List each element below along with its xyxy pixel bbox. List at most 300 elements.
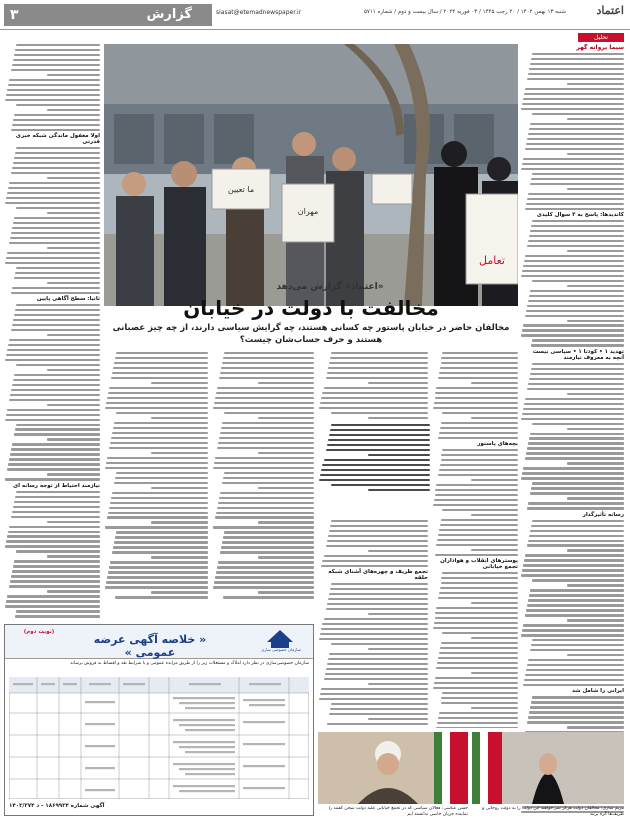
- text-line: [221, 546, 314, 548]
- text-line: [219, 437, 314, 439]
- text-line: [116, 472, 208, 474]
- text-line: [532, 53, 624, 55]
- text-line: [567, 428, 624, 430]
- text-line: [433, 407, 518, 409]
- text-line: [14, 501, 100, 503]
- column-text: [4, 304, 100, 481]
- text-line: [112, 432, 208, 434]
- text-line: [326, 668, 428, 670]
- text-line: [567, 619, 624, 621]
- text-line: [442, 449, 518, 451]
- text-line: [6, 540, 100, 542]
- text-line: [471, 637, 518, 639]
- text-line: [326, 377, 428, 379]
- ad-org-name: سازمان خصوصی سازی: [261, 647, 301, 652]
- text-line: [16, 550, 100, 552]
- text-line: [258, 452, 314, 454]
- text-line: [319, 698, 428, 700]
- text-line: [530, 433, 624, 435]
- text-line: [527, 604, 624, 606]
- text-line: [7, 192, 100, 194]
- text-line: [530, 530, 624, 532]
- text-line: [527, 544, 624, 546]
- text-line: [14, 560, 100, 562]
- text-line: [320, 402, 428, 404]
- text-line: [471, 602, 518, 604]
- text-line: [326, 545, 428, 547]
- text-line: [9, 79, 100, 81]
- text-line: [16, 424, 100, 426]
- text-line: [112, 551, 208, 553]
- protest-sign-text: ما تعیین: [227, 185, 255, 194]
- text-line: [434, 499, 518, 501]
- text-line: [324, 459, 430, 461]
- story-column: [318, 520, 428, 728]
- text-line: [442, 572, 518, 574]
- text-line: [524, 403, 624, 405]
- text-line: [14, 433, 100, 435]
- text-line: [12, 443, 100, 445]
- subheading: پوسترهای انقلاب و هواداران تجمع خیابانی: [440, 558, 518, 570]
- text-line: [8, 463, 100, 465]
- text-line: [114, 482, 208, 484]
- text-line: [15, 496, 100, 498]
- text-line: [218, 502, 314, 504]
- subheading: کاندیدها: پاسخ به ۳ سوال کلیدی: [536, 211, 624, 218]
- text-line: [113, 546, 208, 548]
- text-line: [12, 64, 100, 66]
- text-line: [331, 583, 428, 585]
- text-line: [319, 638, 428, 640]
- text-line: [111, 497, 208, 499]
- text-line: [329, 434, 430, 436]
- deck: مخالفان حاضر در خیابان پاستور چه کسانی هستند، چه گرایش سیاسی دارند، از چه چیز عصبانی هستند و حرف حساب‌شان چیست؟: [112, 323, 510, 345]
- text-line: [529, 594, 624, 596]
- text-line: [524, 679, 624, 681]
- protest-sign-text: تعامل: [479, 254, 505, 267]
- text-line: [433, 627, 518, 629]
- text-line: [217, 507, 314, 509]
- column-text: [212, 352, 314, 599]
- text-line: [441, 454, 518, 456]
- subheading: ایرانی را شامل شد: [571, 688, 624, 695]
- text-line: [531, 225, 624, 227]
- text-line: [329, 530, 428, 532]
- text-line: [6, 197, 100, 199]
- text-line: [521, 477, 624, 479]
- text-line: [567, 497, 624, 499]
- text-line: [215, 397, 314, 399]
- text-line: [527, 305, 624, 307]
- text-line: [9, 242, 100, 244]
- text-line: [258, 556, 314, 558]
- text-line: [471, 417, 518, 419]
- text-line: [528, 716, 624, 718]
- text-line: [436, 387, 518, 389]
- text-line: [116, 352, 208, 354]
- text-line: [213, 526, 314, 528]
- text-line: [523, 564, 624, 566]
- text-line: [151, 521, 208, 523]
- text-line: [12, 324, 100, 326]
- text-line: [435, 494, 518, 496]
- text-line: [223, 477, 314, 479]
- text-line: [115, 596, 208, 598]
- text-line: [47, 334, 100, 336]
- byline: سیما پروانه گهر: [576, 44, 624, 51]
- text-line: [15, 428, 100, 430]
- text-line: [115, 477, 208, 479]
- text-line: [567, 726, 624, 728]
- text-line: [434, 682, 518, 684]
- text-line: [108, 571, 208, 573]
- column-text: [520, 53, 624, 210]
- text-line: [532, 579, 624, 581]
- text-line: [327, 372, 428, 374]
- text-line: [220, 372, 314, 374]
- text-line: [435, 392, 518, 394]
- text-line: [47, 521, 100, 523]
- text-line: [106, 581, 208, 583]
- text-line: [6, 94, 100, 96]
- subheading: بچه‌های پاستور: [477, 441, 518, 448]
- text-line: [47, 473, 100, 475]
- text-line: [215, 576, 314, 578]
- text-line: [436, 484, 518, 486]
- text-line: [523, 158, 624, 160]
- text-line: [368, 382, 429, 384]
- text-line: [438, 377, 518, 379]
- text-line: [522, 329, 624, 331]
- text-line: [14, 374, 100, 376]
- text-line: [114, 422, 208, 424]
- text-line: [524, 260, 624, 262]
- text-line: [527, 447, 624, 449]
- text-line: [531, 58, 624, 60]
- text-line: [216, 571, 314, 573]
- text-line: [320, 693, 428, 695]
- text-line: [529, 235, 624, 237]
- text-line: [220, 432, 314, 434]
- text-line: [521, 634, 624, 636]
- text-line: [441, 702, 518, 704]
- text-line: [521, 418, 624, 420]
- text-line: [213, 407, 314, 409]
- text-line: [219, 497, 314, 499]
- text-line: [532, 113, 624, 115]
- text-line: [331, 412, 428, 414]
- text-line: [526, 203, 624, 205]
- site-email[interactable]: siasat@etemadnewspaper.ir: [216, 9, 302, 16]
- text-line: [5, 202, 100, 204]
- text-line: [525, 148, 624, 150]
- text-line: [14, 114, 100, 116]
- text-line: [521, 108, 624, 110]
- text-line: [522, 103, 624, 105]
- text-line: [435, 489, 518, 491]
- text-line: [214, 581, 314, 583]
- text-line: [9, 585, 100, 587]
- text-line: [439, 372, 518, 374]
- text-line: [531, 644, 624, 646]
- text-line: [528, 73, 624, 75]
- text-line: [12, 167, 100, 169]
- text-line: [258, 521, 314, 523]
- text-line: [327, 603, 428, 605]
- text-line: [525, 398, 624, 400]
- text-line: [327, 723, 428, 725]
- text-line: [11, 129, 100, 131]
- text-line: [525, 255, 624, 257]
- text-line: [527, 138, 624, 140]
- text-line: [523, 624, 624, 626]
- text-line: [324, 555, 429, 557]
- text-line: [14, 54, 100, 56]
- text-line: [567, 118, 624, 120]
- text-line: [523, 98, 624, 100]
- text-line: [527, 507, 624, 509]
- text-line: [329, 593, 428, 595]
- headline: مخالفت با دولت در خیابان: [183, 296, 439, 320]
- text-line: [9, 182, 100, 184]
- text-line: [5, 359, 100, 361]
- text-line: [215, 457, 314, 459]
- text-line: [12, 287, 100, 289]
- text-line: [527, 245, 624, 247]
- text-line: [111, 437, 208, 439]
- text-line: [12, 227, 100, 229]
- text-line: [151, 452, 208, 454]
- text-line: [47, 555, 100, 557]
- right-column: [520, 44, 624, 814]
- column-text: [4, 147, 100, 294]
- text-line: [216, 392, 314, 394]
- text-line: [5, 605, 100, 607]
- text-line: [12, 570, 100, 572]
- text-line: [442, 632, 518, 634]
- text-line: [13, 319, 100, 321]
- story-column: [318, 352, 428, 424]
- text-line: [151, 417, 208, 419]
- subheading: رسانه تأثیرگذار: [582, 511, 624, 518]
- text-line: [113, 427, 208, 429]
- text-line: [531, 178, 624, 180]
- text-line: [523, 408, 624, 410]
- text-line: [529, 437, 624, 439]
- text-line: [324, 678, 429, 680]
- column-text: [318, 520, 428, 567]
- text-line: [222, 422, 314, 424]
- text-line: [108, 392, 208, 394]
- text-line: [530, 290, 624, 292]
- text-line: [13, 162, 100, 164]
- text-line: [218, 561, 314, 563]
- text-line: [219, 377, 314, 379]
- subheading: تهدید ۱ • کودتا ۱ • سیاسی نیست آنچه به معروف نیازمند: [532, 348, 624, 361]
- text-line: [222, 362, 314, 364]
- text-line: [532, 482, 624, 484]
- protest-photo: [104, 44, 518, 306]
- text-line: [526, 143, 624, 145]
- text-line: [567, 549, 624, 551]
- text-line: [111, 377, 208, 379]
- text-line: [8, 187, 100, 189]
- ad-header: [5, 625, 313, 659]
- text-line: [327, 540, 428, 542]
- text-line: [528, 502, 624, 504]
- text-line: [368, 489, 430, 491]
- story-column: [432, 352, 518, 728]
- portrait-photo-woman: [472, 732, 624, 804]
- text-line: [14, 217, 100, 219]
- text-line: [525, 457, 624, 459]
- text-line: [435, 397, 518, 399]
- text-line: [567, 250, 624, 252]
- text-line: [12, 384, 100, 386]
- text-line: [321, 565, 428, 567]
- text-line: [438, 534, 518, 536]
- text-line: [5, 99, 100, 101]
- text-line: [13, 222, 100, 224]
- text-line: [439, 592, 518, 594]
- text-line: [151, 591, 208, 593]
- text-line: [438, 437, 518, 439]
- text-line: [213, 467, 314, 469]
- text-line: [109, 566, 208, 568]
- portrait-photo-cleric: [318, 732, 468, 804]
- text-line: [528, 599, 624, 601]
- column-text: [104, 352, 208, 599]
- column-text: [432, 572, 518, 728]
- text-line: [523, 467, 624, 469]
- text-line: [16, 267, 100, 269]
- text-line: [531, 525, 624, 527]
- text-line: [436, 607, 518, 609]
- text-line: [14, 157, 100, 159]
- text-line: [222, 482, 314, 484]
- ad-title: « خلاصه آگهی عرضه عمومی »: [93, 633, 207, 659]
- text-line: [440, 427, 518, 429]
- text-line: [528, 300, 624, 302]
- text-line: [8, 531, 100, 533]
- ad-footer: آگهی شماره ۱۸۶۹۹۳۴ - د ۱۴۰۲/۳۷۴: [9, 803, 105, 809]
- text-line: [5, 478, 100, 480]
- text-line: [525, 614, 624, 616]
- text-line: [526, 310, 624, 312]
- text-line: [5, 419, 100, 421]
- text-line: [532, 173, 624, 175]
- text-line: [439, 469, 518, 471]
- text-line: [329, 713, 428, 715]
- text-line: [106, 462, 208, 464]
- text-line: [530, 373, 624, 375]
- text-line: [326, 449, 430, 451]
- text-line: [522, 472, 624, 474]
- text-line: [328, 439, 430, 441]
- text-line: [532, 696, 624, 698]
- text-line: [16, 147, 100, 149]
- column-text: [432, 449, 518, 556]
- text-line: [16, 364, 100, 366]
- text-line: [12, 511, 100, 513]
- text-line: [530, 63, 624, 65]
- text-line: [531, 344, 624, 346]
- text-line: [521, 334, 624, 336]
- text-line: [8, 344, 100, 346]
- text-line: [14, 277, 100, 279]
- text-line: [528, 659, 624, 661]
- text-line: [12, 124, 100, 126]
- text-line: [321, 628, 428, 630]
- text-line: [214, 402, 314, 404]
- text-line: [439, 652, 518, 654]
- text-line: [216, 512, 314, 514]
- text-line: [532, 220, 624, 222]
- text-line: [151, 487, 208, 489]
- text-line: [529, 128, 624, 130]
- column-text: [520, 363, 624, 510]
- text-line: [328, 598, 428, 600]
- text-line: [15, 152, 100, 154]
- text-line: [110, 502, 208, 504]
- column-text: [432, 352, 518, 439]
- text-line: [330, 357, 428, 359]
- text-line: [13, 59, 100, 61]
- left-column: [4, 44, 100, 620]
- text-line: [439, 432, 518, 434]
- text-line: [567, 153, 624, 155]
- public-offering-ad: [4, 624, 314, 816]
- text-line: [224, 472, 314, 474]
- text-line: [217, 447, 314, 449]
- subheading: ثانیا: سطح آگاهی پایین: [36, 295, 100, 302]
- text-line: [528, 240, 624, 242]
- text-line: [258, 487, 314, 489]
- text-line: [6, 414, 100, 416]
- text-line: [436, 727, 518, 728]
- text-line: [108, 512, 208, 514]
- text-line: [521, 275, 624, 277]
- text-line: [529, 711, 624, 713]
- ad-listing-table: [9, 677, 309, 799]
- text-line: [47, 369, 100, 371]
- text-line: [319, 407, 428, 409]
- text-line: [441, 357, 518, 359]
- text-line: [434, 402, 518, 404]
- text-line: [11, 172, 100, 174]
- text-line: [16, 304, 100, 306]
- text-line: [105, 526, 208, 528]
- text-line: [471, 707, 518, 709]
- text-line: [328, 535, 428, 537]
- text-line: [527, 664, 624, 666]
- text-line: [224, 412, 314, 414]
- text-line: [328, 367, 428, 369]
- text-line: [115, 536, 208, 538]
- text-line: [224, 531, 314, 533]
- text-line: [16, 44, 100, 46]
- text-line: [567, 654, 624, 656]
- text-line: [471, 479, 518, 481]
- text-line: [16, 491, 100, 493]
- text-line: [15, 49, 100, 51]
- text-line: [47, 438, 100, 440]
- text-line: [220, 492, 314, 494]
- text-line: [9, 339, 100, 341]
- text-line: [116, 531, 208, 533]
- text-line: [223, 536, 314, 538]
- page-number: ۳: [4, 4, 62, 26]
